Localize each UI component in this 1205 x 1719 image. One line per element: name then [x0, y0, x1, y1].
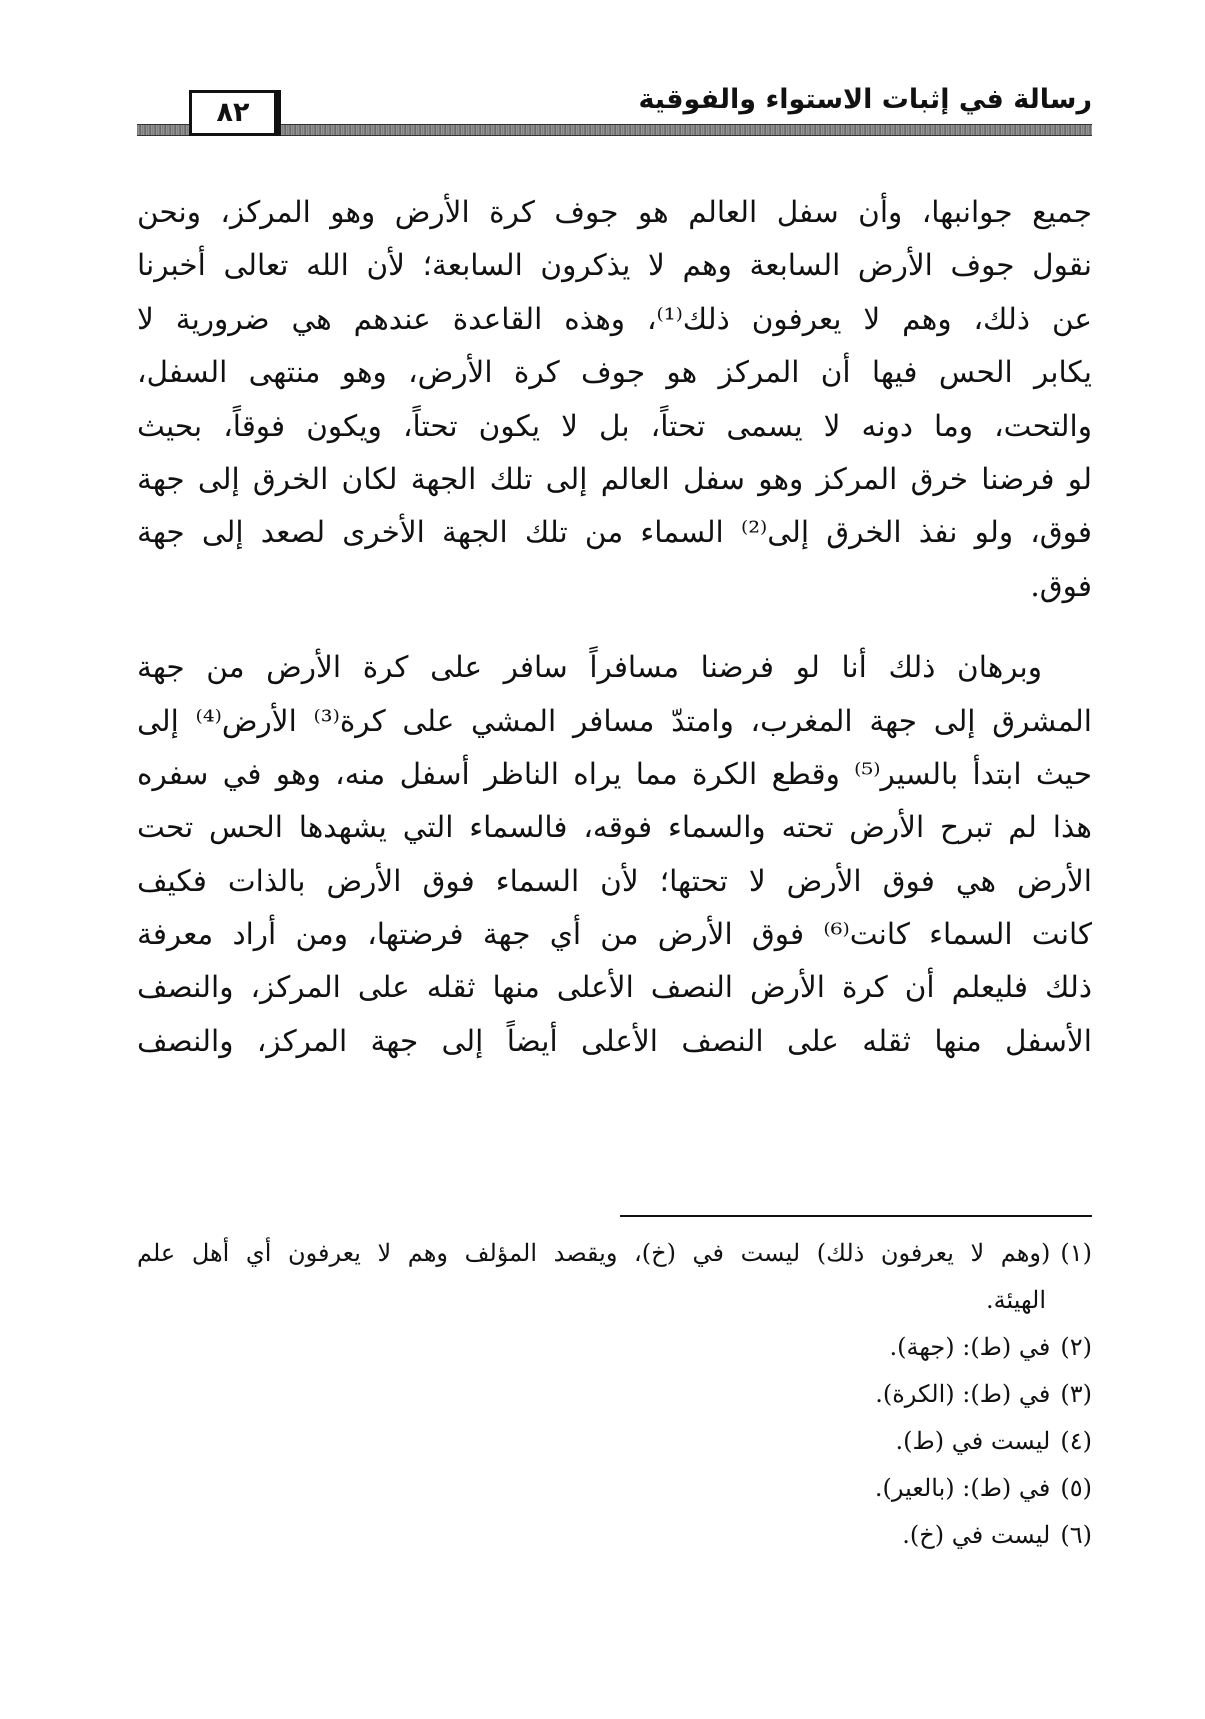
running-title: رسالة في إثبات الاستواء والفوقية — [638, 84, 1092, 115]
footnote — [137, 1465, 1092, 1512]
footnote-number: (٢) — [1060, 1333, 1092, 1361]
text-line: لو فرضنا خرق المركز وهو سفل العالم إلى تلك الجهة لكان الخرق إلى جهة — [137, 461, 1092, 496]
footnote-number: (٤) — [1060, 1427, 1092, 1455]
text-line: ذلك فليعلم أن كرة الأرض النصف الأعلى منها ثقله على المركز، والنصف — [137, 970, 1092, 1005]
running-header — [137, 80, 1092, 142]
footnote-number: (٦) — [1060, 1521, 1092, 1549]
footnote-number: (٥) — [1060, 1474, 1092, 1502]
text-line: المشرق إلى جهة المغرب، وامتدّ مسافر المشي على كرة⁽³⁾ الأرض⁽⁴⁾ إلى — [137, 703, 1092, 738]
page-number: ٨٢ — [189, 90, 281, 136]
footnote-number: (١) — [1060, 1239, 1092, 1267]
footnote — [137, 1512, 1092, 1559]
text-line: فوق، ولو نفذ الخرق إلى⁽²⁾ السماء من تلك الجهة الأخرى لصعد إلى جهة — [137, 515, 1092, 550]
text-line: وبرهان ذلك أنا لو فرضنا مسافراً سافر على كرة الأرض من جهة — [137, 650, 1042, 685]
text-line: كانت السماء كانت⁽⁶⁾ فوق الأرض من أي جهة فرضتها، ومن أراد معرفة — [137, 917, 1092, 952]
paragraph-2 — [137, 641, 1092, 1068]
footnote-text: ليست في (ط). — [895, 1427, 1051, 1455]
footnote-text: (وهم لا يعرفون ذلك) ليست في (خ)، ويقصد المؤلف وهم لا يعرفون أي أهل علم — [137, 1239, 1051, 1267]
text-line: والتحت، وما دونه لا يسمى تحتاً، بل لا يكون تحتاً، ويكون فوقاً، بحيث — [137, 408, 1092, 443]
text-line: الأرض هي فوق الأرض لا تحتها؛ لأن السماء فوق الأرض بالذات فكيف — [137, 863, 1092, 898]
footnote-line — [137, 1230, 1092, 1277]
footnote-text: في (ط): (جهة). — [889, 1333, 1051, 1361]
text-line: فوق. — [1030, 568, 1092, 603]
footnotes — [137, 1230, 1092, 1559]
text-line: هذا لم تبرح الأرض تحته والسماء فوقه، فالسماء التي يشهدها الحس تحت — [137, 810, 1092, 845]
footnote — [137, 1418, 1092, 1465]
footnote — [137, 1230, 1092, 1324]
main-text — [137, 186, 1092, 1068]
paragraph-gap — [137, 613, 1092, 641]
footnote-separator — [620, 1215, 1092, 1217]
footnote — [137, 1324, 1092, 1371]
paragraph-1 — [137, 186, 1092, 613]
text-line: عن ذلك، وهم لا يعرفون ذلك⁽¹⁾، وهذه القاعدة عندهم هي ضرورية لا — [137, 301, 1092, 336]
footnote-text: في (ط): (بالعير). — [874, 1474, 1051, 1502]
text-line: حيث ابتدأ بالسير⁽⁵⁾ وقطع الكرة مما يراه الناظر أسفل منه، وهو في سفره — [137, 756, 1092, 791]
footnote-continuation: الهيئة. — [985, 1286, 1046, 1314]
text-line: نقول جوف الأرض السابعة وهم لا يذكرون السابعة؛ لأن الله تعالى أخبرنا — [137, 248, 1092, 283]
footnote-text: ليست في (خ). — [902, 1521, 1051, 1549]
footnote — [137, 1371, 1092, 1418]
footnote-text: في (ط): (الكرة). — [875, 1380, 1051, 1408]
text-line: جميع جوانبها، وأن سفل العالم هو جوف كرة الأرض وهو المركز، ونحن — [137, 195, 1092, 229]
text-line: الأسفل منها ثقله على النصف الأعلى أيضاً إلى جهة المركز، والنصف — [137, 1023, 1092, 1058]
footnote-number: (٣) — [1060, 1380, 1092, 1408]
text-line: يكابر الحس فيها أن المركز هو جوف كرة الأرض، وهو منتهى السفل، — [137, 355, 1092, 390]
